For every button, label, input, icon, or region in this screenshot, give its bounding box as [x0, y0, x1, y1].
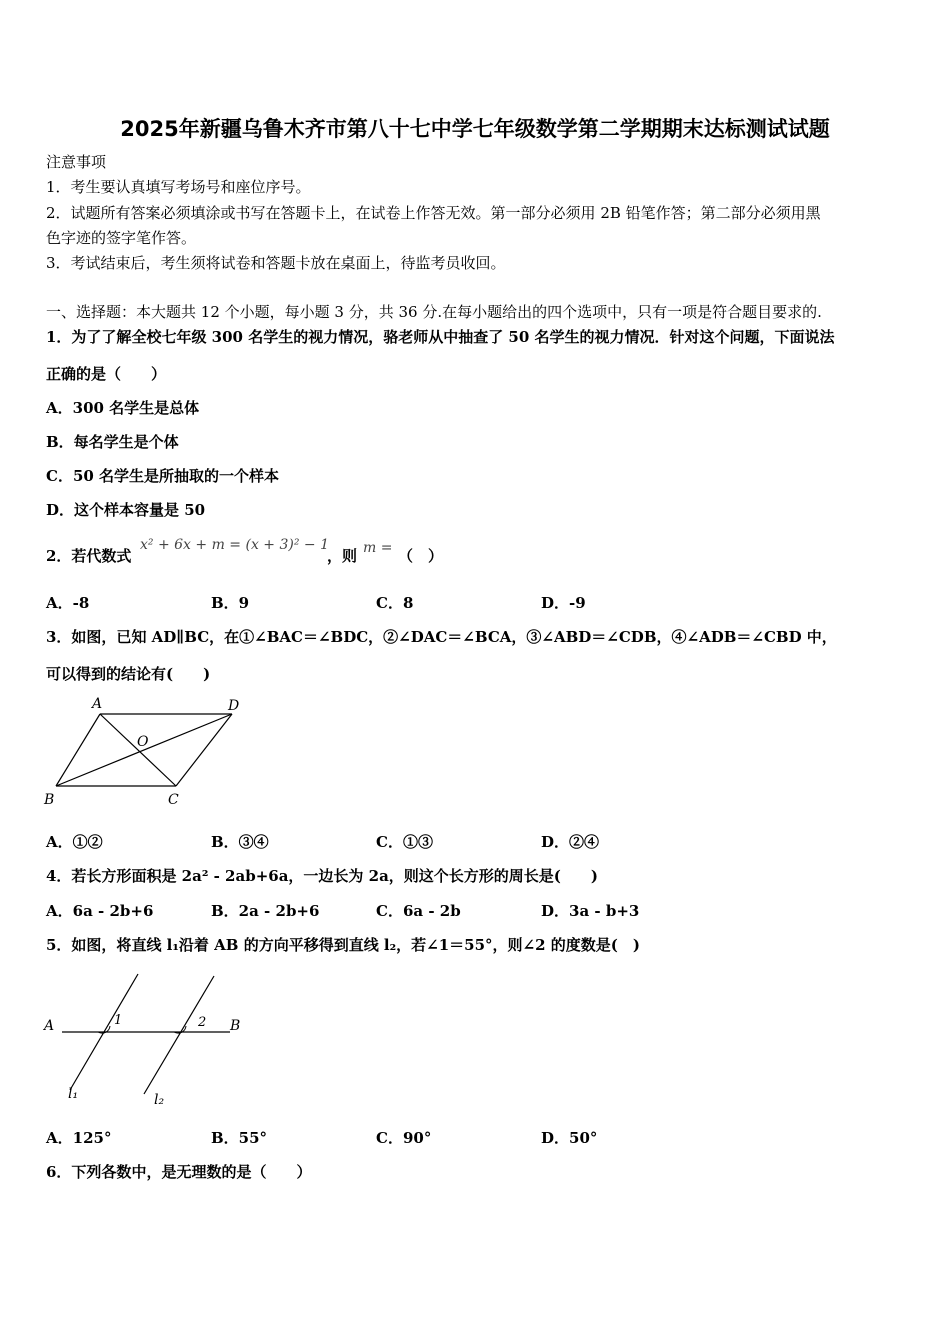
option-d: D．这个样本容量是 50: [46, 501, 206, 519]
parallel-lines-figure: [40, 970, 250, 1110]
section-heading: 一、选择题：本大题共 12 个小题，每小题 3 分，共 36 分.在每小题给出的四个选项中，只有一项是符合题目要求的.: [46, 303, 822, 321]
point-label-b: B: [44, 792, 55, 808]
question-2-suffix: （ ）: [398, 547, 444, 565]
question-1-stem: 正确的是（ ）: [46, 365, 167, 383]
page-title: 2025年新疆乌鲁木齐市第八十七中学七年级数学第二学期期末达标测试试题: [120, 117, 830, 141]
option-b: B．每名学生是个体: [46, 433, 179, 451]
option-c: C．①③: [376, 833, 433, 851]
option-b: B．2a - 2b+6: [211, 902, 320, 920]
option-a: A．125°: [46, 1129, 112, 1147]
option-b: B．9: [211, 594, 250, 612]
option-d: D．50°: [541, 1129, 598, 1147]
option-a: A．6a - 2b+6: [46, 902, 154, 920]
point-label-a: A: [92, 696, 103, 712]
question-6-stem: 6．下列各数中，是无理数的是（ ）: [46, 1163, 312, 1181]
question-3-stem: 3．如图，已知 AD∥BC，在①∠BAC＝∠BDC，②∠DAC＝∠BCA，③∠ABD＝∠CDB，④∠ADB＝∠CBD 中，: [46, 628, 837, 646]
line-label-l1: l₁: [68, 1086, 79, 1102]
option-d: D．-9: [541, 594, 586, 612]
angle-label-1: 1: [114, 1013, 123, 1028]
point-label-o: O: [137, 734, 149, 750]
option-c: C．50 名学生是所抽取的一个样本: [46, 467, 280, 485]
notice-item: 1．考生要认真填写考场号和座位序号。: [46, 178, 311, 196]
question-3-stem: 可以得到的结论有( ): [46, 665, 211, 683]
question-1-stem: 1．为了了解全校七年级 300 名学生的视力情况，骆老师从中抽查了 50 名学生的视力情况．针对这个问题，下面说法: [46, 328, 835, 346]
option-a: A．-8: [46, 594, 90, 612]
option-b: B．55°: [211, 1129, 268, 1147]
option-c: C．90°: [376, 1129, 432, 1147]
question-2-expression: x² + 6x + m = (x + 3)² − 1: [140, 537, 329, 553]
question-2-prefix: 2．若代数式: [46, 547, 132, 565]
notice-item: 色字迹的签字笔作答。: [46, 229, 197, 247]
notice-item: 3．考试结束后，考生须将试卷和答题卡放在桌面上，待监考员收回。: [46, 254, 506, 272]
option-a: A．300 名学生是总体: [46, 399, 200, 417]
point-label-d: D: [228, 698, 240, 714]
angle-label-2: 2: [198, 1015, 207, 1030]
line-label-l2: l₂: [154, 1092, 165, 1108]
option-b: B．③④: [211, 833, 269, 851]
notice-item: 2．试题所有答案必须填涂或书写在答题卡上，在试卷上作答无效。第一部分必须用 2B 铅笔作答；第二部分必须用黑: [46, 204, 821, 222]
option-c: C．8: [376, 594, 414, 612]
parallelogram-figure: [40, 692, 250, 812]
point-label-c: C: [168, 792, 179, 808]
option-c: C．6a - 2b: [376, 902, 461, 920]
option-d: D．3a - b+3: [541, 902, 640, 920]
question-2-variable: m =: [363, 540, 393, 556]
notice-heading: 注意事项: [46, 153, 107, 171]
point-label-a: A: [44, 1018, 55, 1034]
question-5-stem: 5．如图，将直线 l₁沿着 AB 的方向平移得到直线 l₂，若∠1＝55°，则∠2 的度数是( ): [46, 936, 640, 954]
question-4-stem: 4．若长方形面积是 2a² - 2ab+6a，一边长为 2a，则这个长方形的周长是( ): [46, 867, 598, 885]
question-2-mid: ，则: [327, 547, 358, 565]
option-d: D．②④: [541, 833, 600, 851]
option-a: A．①②: [46, 833, 103, 851]
point-label-b: B: [230, 1018, 241, 1034]
